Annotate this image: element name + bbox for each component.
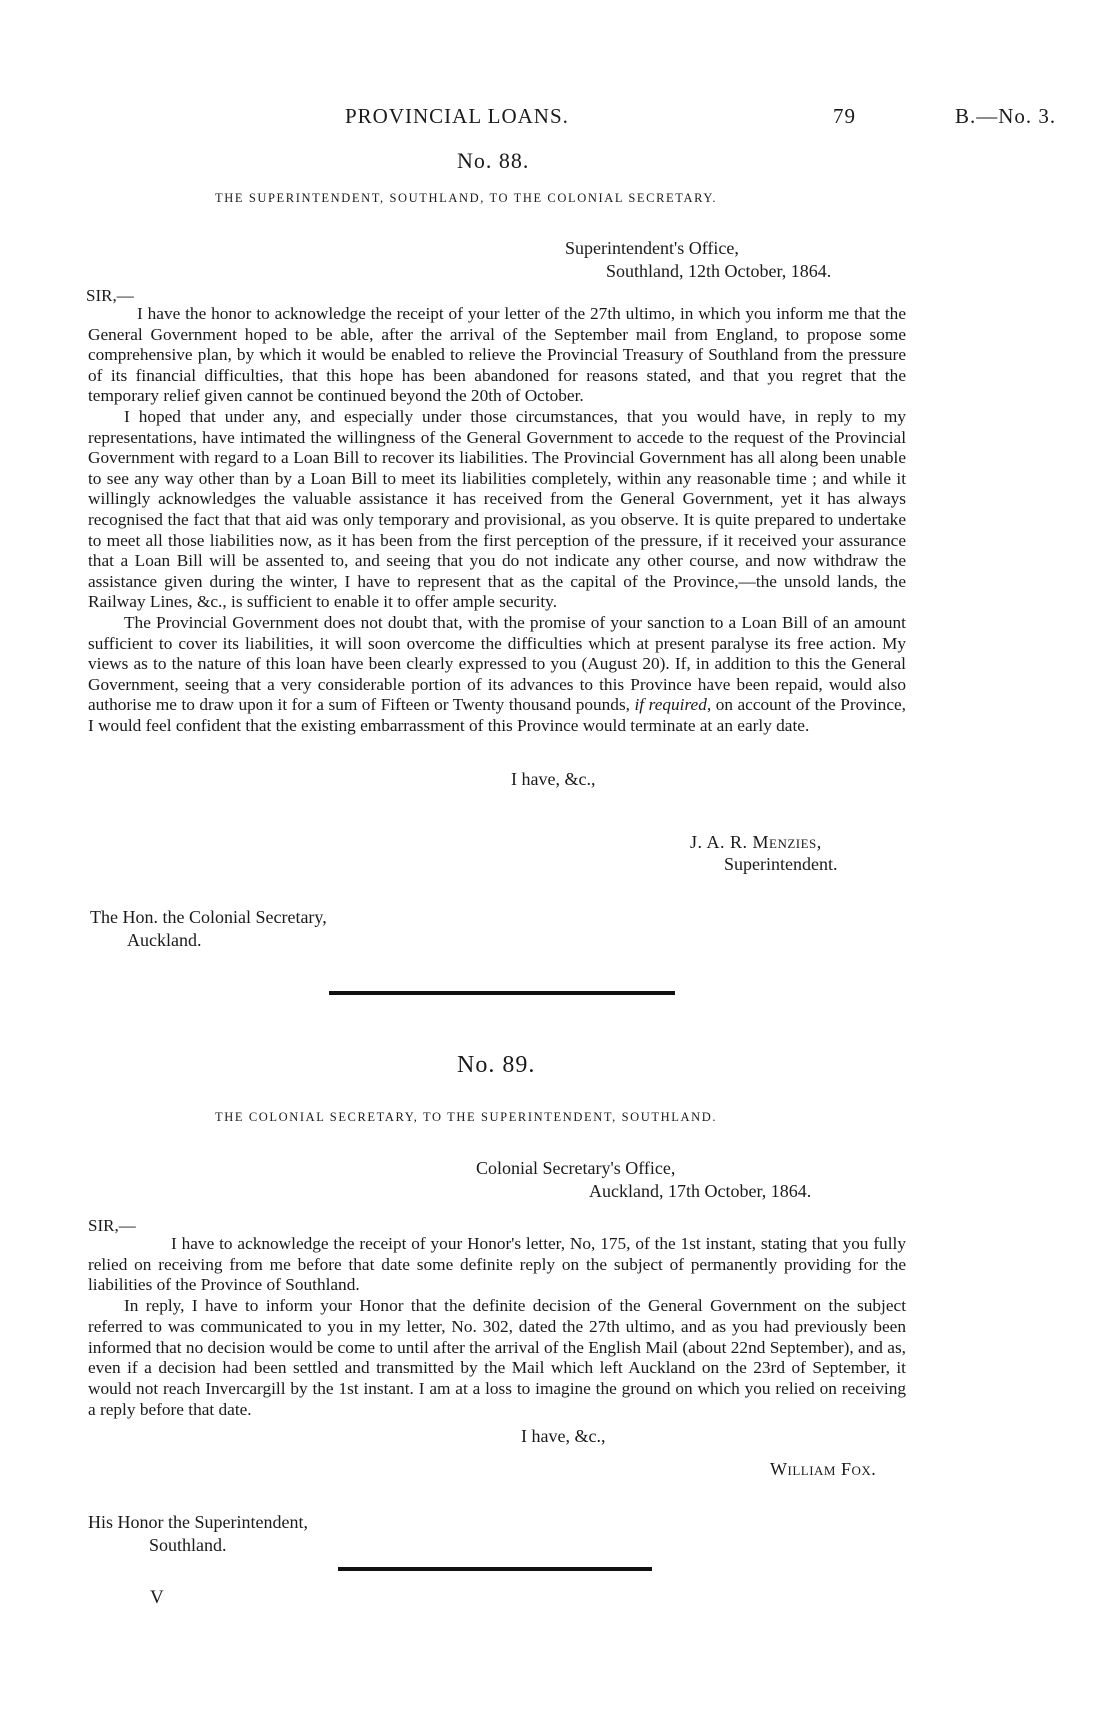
section-divider (329, 991, 675, 995)
letter-heading: THE COLONIAL SECRETARY, TO THE SUPERINTENDENT, SOUTHLAND. (215, 1110, 718, 1124)
letter-body (88, 1234, 906, 1420)
closing: I have, &c., (511, 769, 596, 789)
section-divider (338, 1567, 652, 1571)
page-number: 79 (833, 104, 856, 128)
letter-number: No. 88. (457, 148, 530, 173)
sender-place-date: Southland, 12th October, 1864. (606, 261, 832, 281)
body-paragraph: I have the honor to acknowledge the receipt of your letter of the 27th ultimo, in which you inform me that the General Government hoped to be able, after the arrival of the September mail from England, to propose some comprehensive plan, by which it would be enabled to relieve the Provincial Treasury of Southland from the pressure of its financial difficulties, that this hope has been abandoned for reasons stated, and that you regret that the temporary relief given cannot be continued beyond the 20th of October. (88, 304, 906, 406)
letter-number: No. 89. (457, 1052, 536, 1078)
addressee-place: Southland. (149, 1535, 227, 1555)
signatory: J. A. R. Menzies, (690, 832, 822, 852)
body-paragraph: I hoped that under any, and especially under those circumstances, that you would have, in reply to my representations, have intimated the willingness of the General Government to accede to the request of the Provincial Government with regard to a Loan Bill to recover its liabilities. The Provincial Government has all along been unable to see any way other than by a Loan Bill to meet its liabilities completely, within any reasonable time ; and while it willingly acknowledges the valuable assistance it has received from the General Government, yet it has always recognised the fact that that aid was only temporary and provisional, as you observe. It is quite prepared to undertake to meet all those liabilities now, as it has been from the first perception of the pressure, if it received your assurance that a Loan Bill will be assented to, and seeing that you do not indicate any other course, and now withdraw the assistance given during the winter, I have to represent that as the capital of the Province,—the unsold lands, the Railway Lines, &c., is sufficient to enable it to offer ample security. (88, 406, 906, 612)
body-text: on account of the Province, I would feel confident that the existing embarrassment of this Province would terminate at an early date. (88, 695, 906, 735)
salutation: SIR,— (86, 286, 134, 305)
body-paragraph (88, 613, 906, 737)
body-paragraph: In reply, I have to inform your Honor that the definite decision of the General Government on the subject referred to was communicated to you in my letter, No. 302, dated the 27th ultimo, and as you had previously been informed that no decision would be come to until after the arrival of the English Mail (about 22nd September), and as, even if a decision had been settled and transmitted by the Mail which left Auckland on the 23rd of September, it would not reach Invercargill by the 1st instant. I am at a loss to imagine the ground on which you relied on receiving a reply before that date. (88, 1296, 906, 1419)
sender-place-date: Auckland, 17th October, 1864. (589, 1181, 812, 1201)
salutation: SIR,— (88, 1216, 136, 1235)
body-text: The Provincial Government does not doubt that, with the promise of your sanction to a Loan Bill of an amount sufficient to cover its liabilities, it will soon overcome the difficulties which at present paralyse its free action. My views as to the nature of this loan have been clearly expressed to you (August 20). If, in addition to this the General Government, seeing that a very considerable portion of its advances to this Province have been repaid, would also authorise me to draw upon it for a sum of Fifteen or Twenty thousand pounds, (88, 612, 906, 715)
addressee-place: Auckland. (127, 930, 202, 950)
letter-body (88, 304, 906, 736)
sender-office: Superintendent's Office, (565, 238, 739, 258)
signature-mark: V (150, 1587, 164, 1608)
sender-office: Colonial Secretary's Office, (476, 1158, 676, 1178)
running-title: PROVINCIAL LOANS. (345, 104, 569, 128)
document-serial: B.—No. 3. (955, 104, 1057, 128)
signatory: William Fox. (770, 1459, 877, 1479)
addressee: The Hon. the Colonial Secretary, (90, 907, 327, 927)
addressee: His Honor the Superintendent, (88, 1512, 308, 1532)
closing: I have, &c., (521, 1426, 606, 1446)
body-italic-text: if required, (634, 695, 712, 715)
letter-heading: THE SUPERINTENDENT, SOUTHLAND, TO THE COLONIAL SECRETARY. (215, 191, 718, 205)
body-paragraph: I have to acknowledge the receipt of your Honor's letter, No, 175, of the 1st instant, stating that you fully relied on receiving from me before that date some definite reply on the subject of permanently providing for the liabilities of the Province of Southland. (88, 1234, 906, 1295)
signatory-title: Superintendent. (724, 854, 838, 874)
